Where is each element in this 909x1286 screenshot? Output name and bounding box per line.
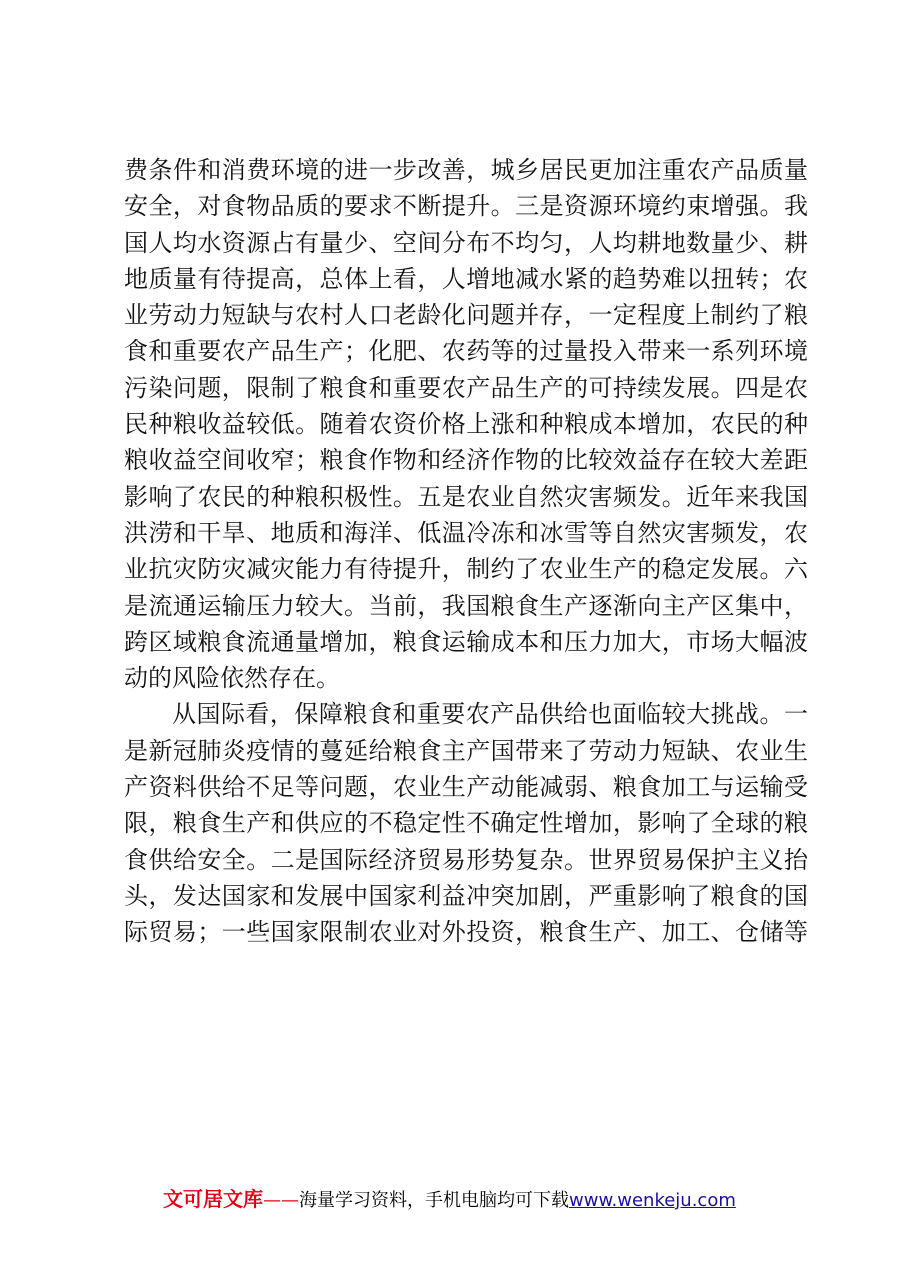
text-line: 民种粮收益较低。随着农资价格上涨和种粮成本增加，农民的种 [124, 410, 808, 439]
footer-dash: —— [263, 1190, 299, 1211]
text-line: 从国际看，保障粮食和重要农产品供给也面临较大挑战。一 [172, 700, 808, 729]
text-line: 地质量有待提高，总体上看，人增地减水紧的趋势难以扭转；农 [124, 264, 808, 293]
text-line: 跨区域粮食流通量增加，粮食运输成本和压力加大，市场大幅波 [124, 627, 808, 656]
brand-name: 文可居文库 [163, 1187, 263, 1211]
text-line: 业劳动力短缺与农村人口老龄化问题并存，一定程度上制约了粮 [124, 301, 808, 330]
text-line: 费条件和消费环境的进一步改善，城乡居民更加注重农产品质量 [124, 156, 808, 184]
text-line: 是新冠肺炎疫情的蔓延给粮食主产国带来了劳动力短缺、农业生 [124, 736, 808, 765]
text-line: 际贸易；一些国家限制农业对外投资，粮食生产、加工、仓储等 [124, 918, 808, 947]
paragraph-2 [124, 696, 808, 950]
document-body [124, 152, 808, 951]
text-line: 限，粮食生产和供应的不稳定性不确定性增加，影响了全球的粮 [124, 809, 808, 838]
footer-banner [163, 1184, 736, 1214]
paragraph-1 [124, 152, 808, 696]
text-line: 安全，对食物品质的要求不断提升。三是资源环境约束增强。我 [124, 192, 808, 221]
text-line: 食供给安全。二是国际经济贸易形势复杂。世界贸易保护主义抬 [124, 845, 808, 874]
text-line: 是流通运输压力较大。当前，我国粮食生产逐渐向主产区集中， [124, 591, 808, 620]
text-line: 国人均水资源占有量少、空间分布不均匀，人均耕地数量少、耕 [124, 228, 808, 257]
footer-slogan: 海量学习资料，手机电脑均可下载 [299, 1190, 569, 1211]
website-link[interactable]: www.wenkeju.com [569, 1190, 736, 1211]
text-line: 头，发达国家和发展中国家利益冲突加剧，严重影响了粮食的国 [124, 881, 808, 910]
text-line: 动的风险依然存在。 [124, 664, 340, 693]
text-line: 影响了农民的种粮积极性。五是农业自然灾害频发。近年来我国 [124, 482, 808, 511]
text-line: 食和重要农产品生产；化肥、农药等的过量投入带来一系列环境 [124, 337, 808, 366]
text-line: 产资料供给不足等问题，农业生产动能减弱、粮食加工与运输受 [124, 773, 808, 802]
text-line: 洪涝和干旱、地质和海洋、低温冷冻和冰雪等自然灾害频发，农 [124, 518, 808, 547]
text-line: 业抗灾防灾减灾能力有待提升，制约了农业生产的稳定发展。六 [124, 555, 808, 584]
text-line: 粮收益空间收窄；粮食作物和经济作物的比较效益存在较大差距 [124, 446, 808, 475]
text-line: 污染问题，限制了粮食和重要农产品生产的可持续发展。四是农 [124, 373, 808, 402]
